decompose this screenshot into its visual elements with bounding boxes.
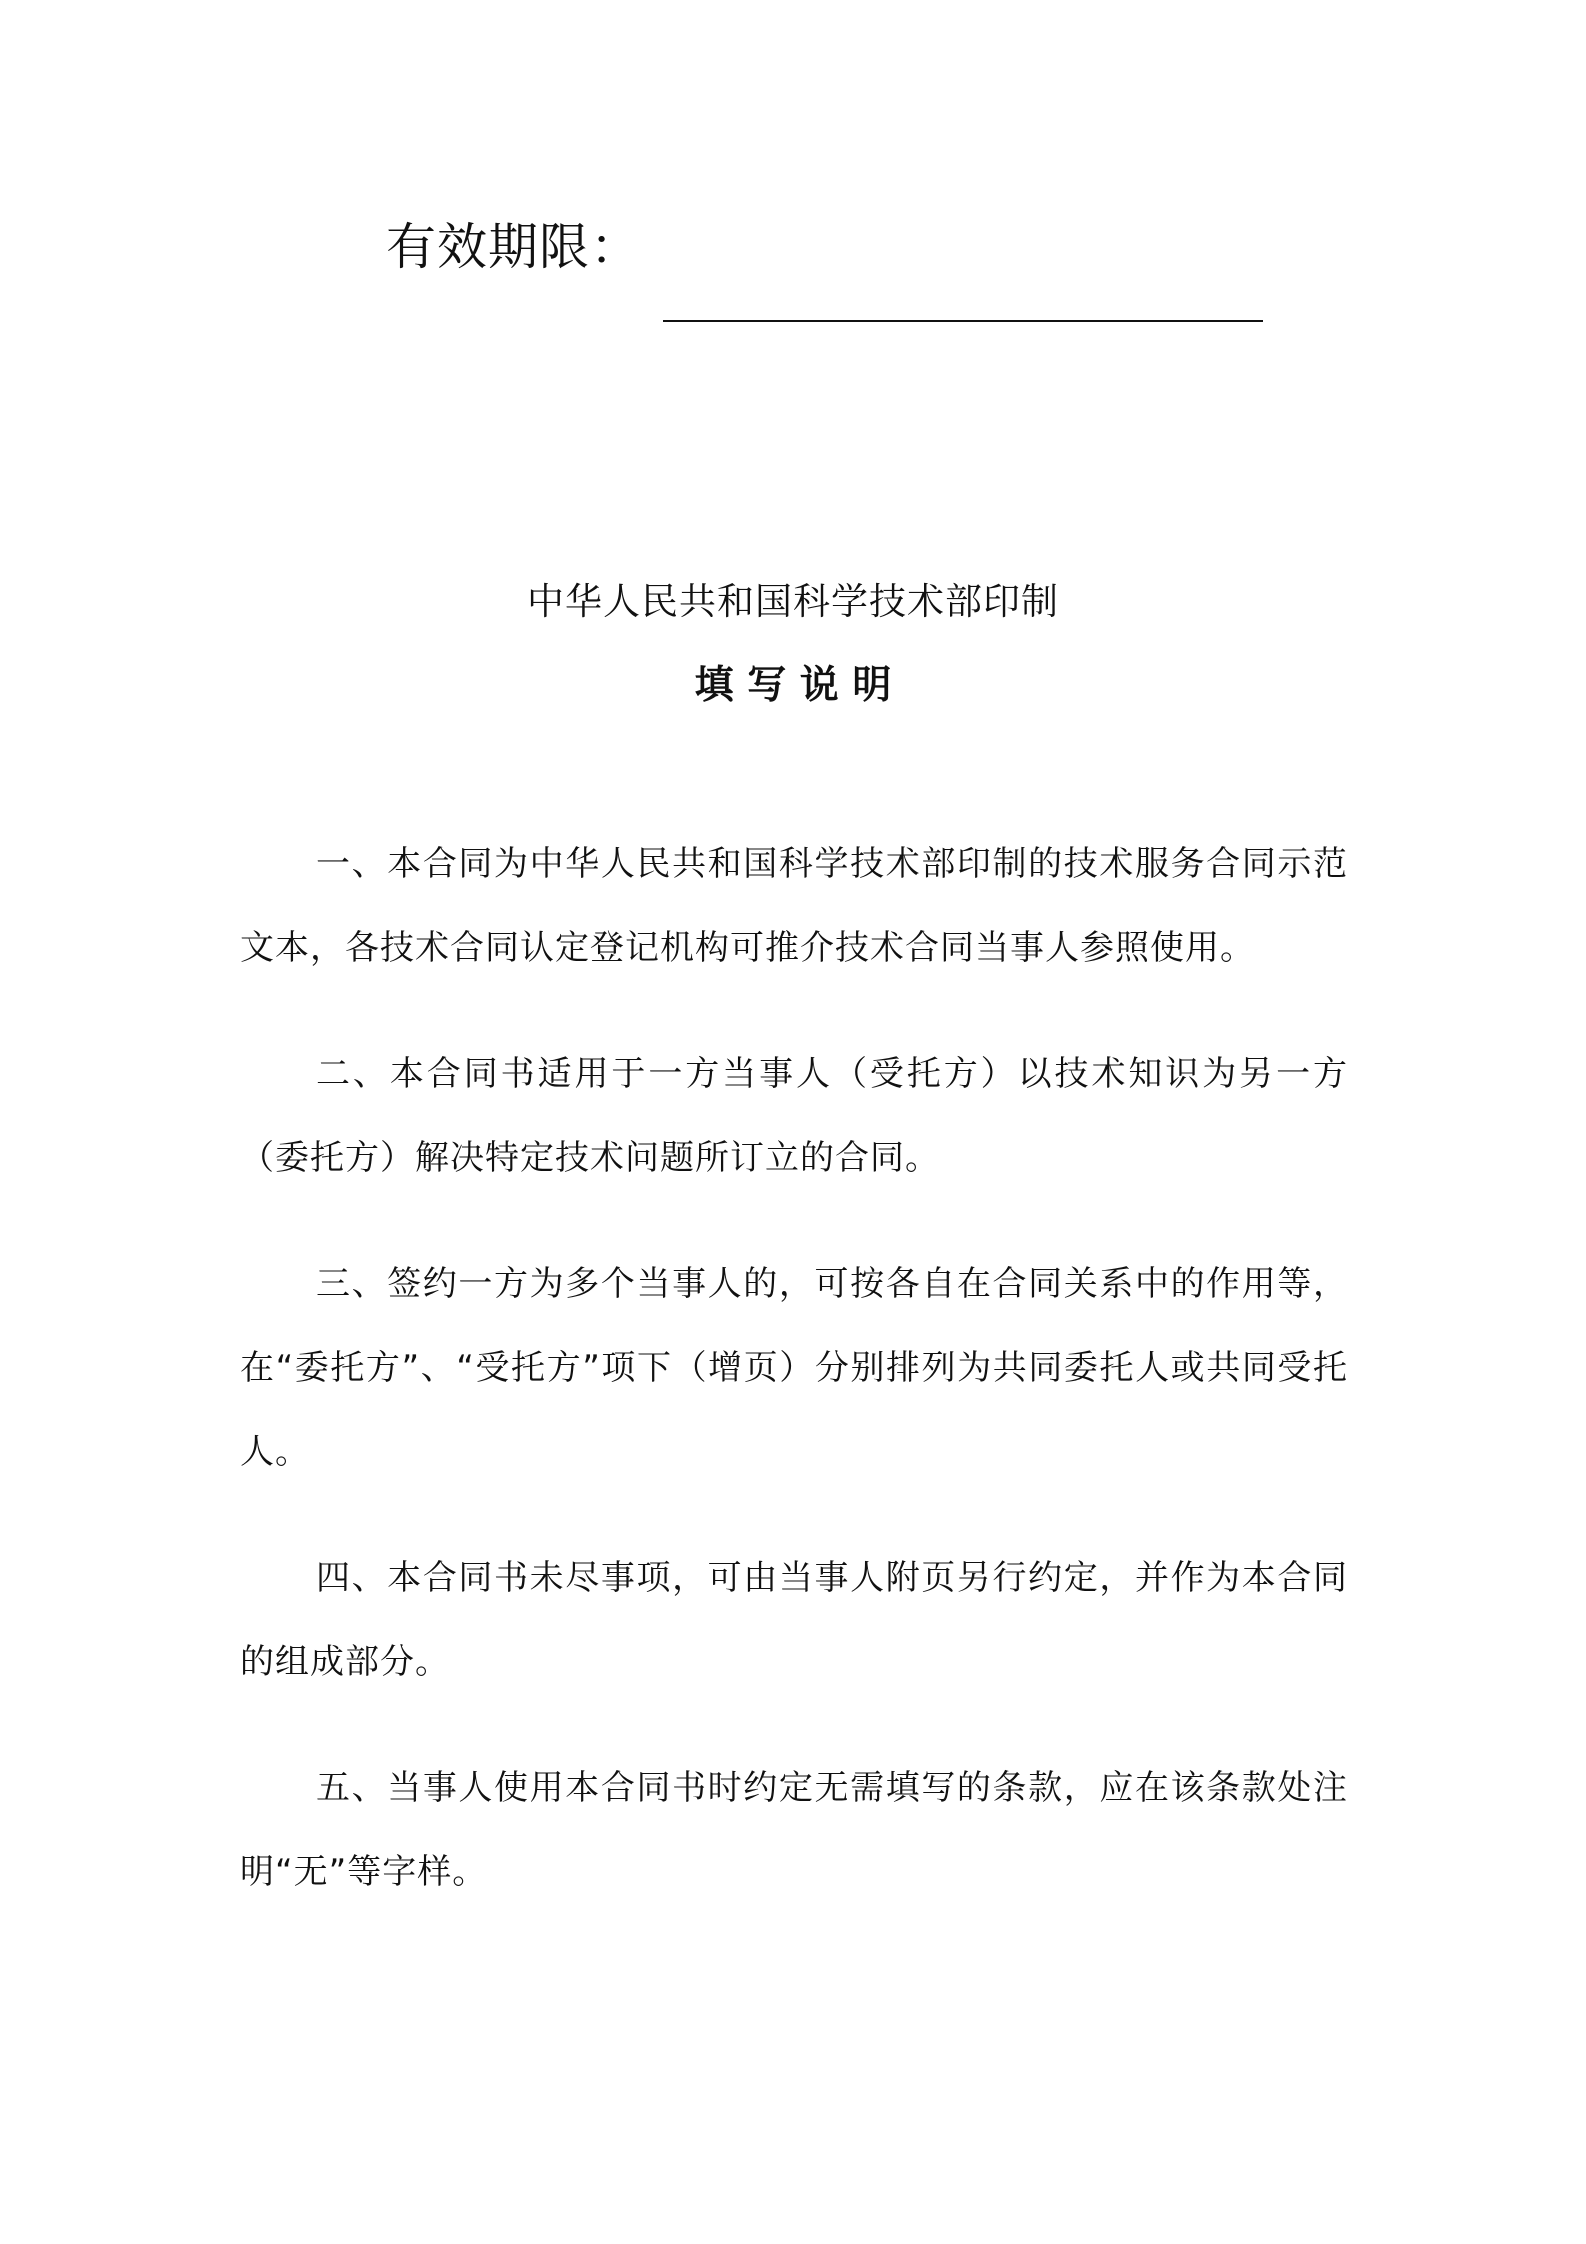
printed-by-text: 中华人民共和国科学技术部印制 (527, 580, 1059, 623)
instruction-item-4: 四、本合同书未尽事项，可由当事人附页另行约定，并作为本合同的组成部分。 (240, 1558, 1348, 1682)
validity-label: 有效期限： (386, 218, 641, 276)
validity-field (386, 212, 1263, 282)
instructions-title: 填 写 说 明 (694, 663, 892, 708)
instruction-item-5: 五、当事人使用本合同书时约定无需填写的条款，应在该条款处注明“无”等字样。 (240, 1768, 1348, 1892)
validity-blank-line (663, 320, 1263, 322)
instruction-item-3: 三、签约一方为多个当事人的，可按各自在合同关系中的作用等，在“委托方”、“受托方”项下（增页）分别排列为共同委托人或共同受托人。 (240, 1264, 1348, 1472)
instruction-item-2: 二、本合同书适用于一方当事人（受托方）以技术知识为另一方（委托方）解决特定技术问题所订立的合同。 (240, 1054, 1348, 1178)
instruction-item-1: 一、本合同为中华人民共和国科学技术部印制的技术服务合同示范文本，各技术合同认定登记机构可推介技术合同当事人参照使用。 (240, 844, 1348, 968)
instructions-body (240, 822, 1348, 1956)
